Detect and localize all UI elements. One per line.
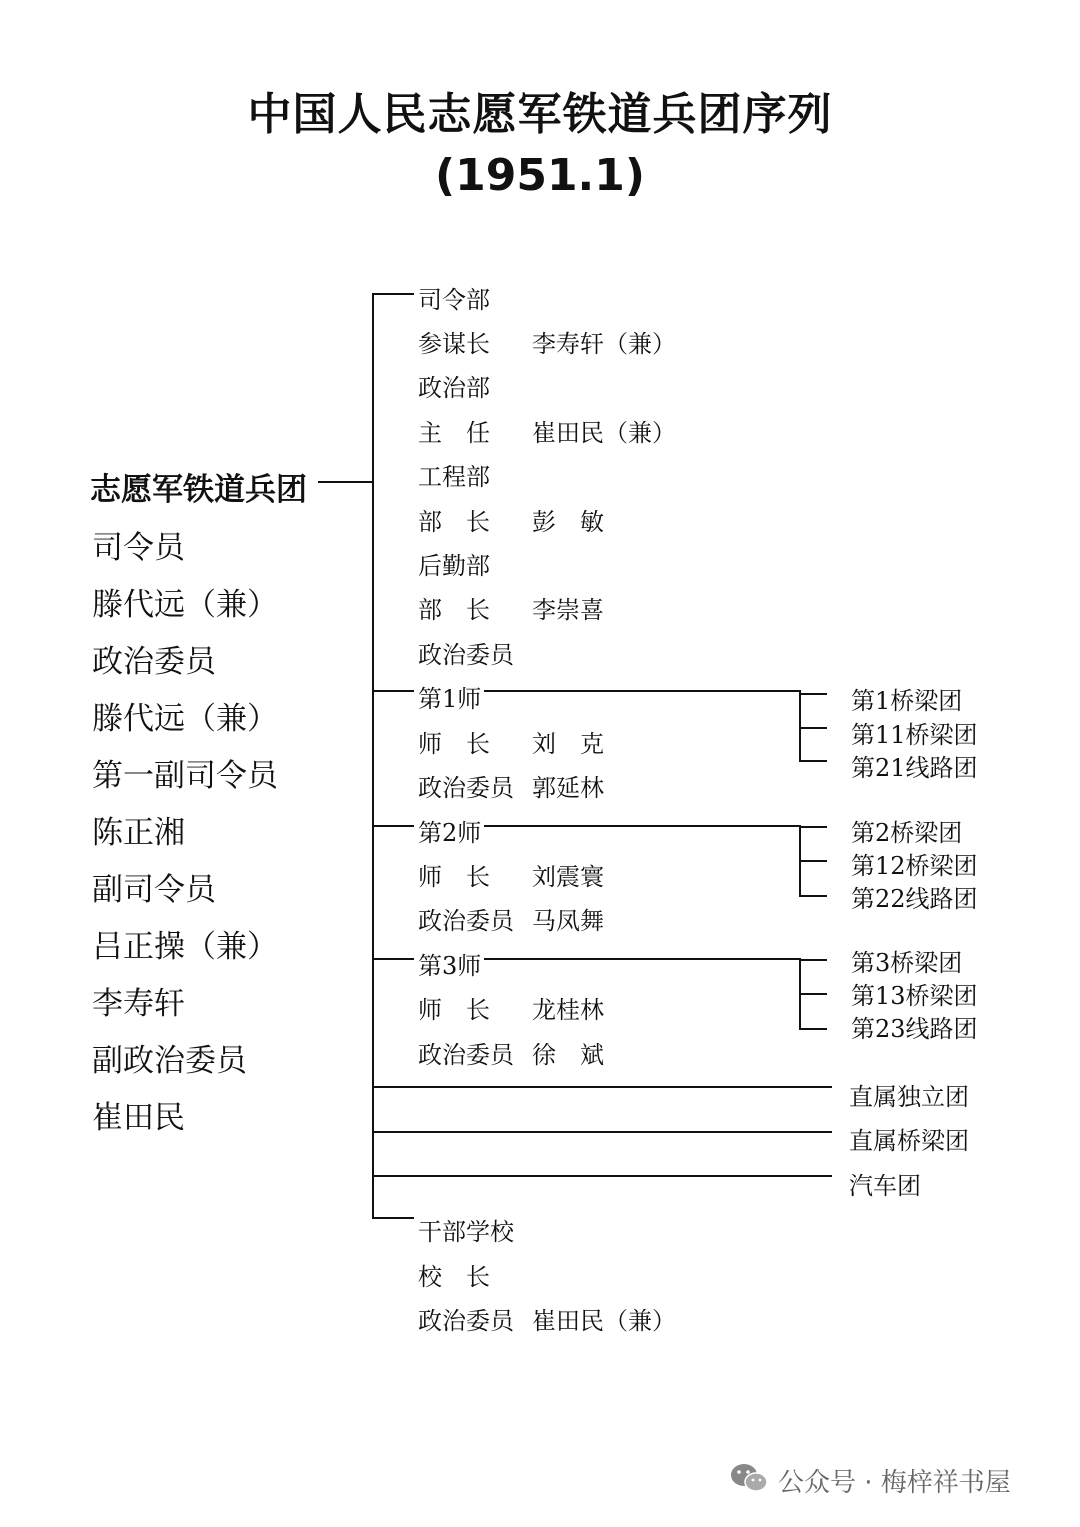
div2-reg-line <box>799 826 827 828</box>
division-pc: 郭延林 <box>532 774 604 802</box>
hq-name: 司令部 <box>418 286 490 314</box>
branch-line-div1 <box>372 690 414 692</box>
division-cmdr-title: 师 长 <box>418 730 490 758</box>
logistics-commissar-title: 政治委员 <box>418 641 514 669</box>
school-name: 干部学校 <box>418 1218 514 1246</box>
school-head-title: 校 长 <box>418 1263 490 1291</box>
political-dept-title: 主 任 <box>418 419 490 447</box>
direct-unit-line <box>372 1086 832 1088</box>
root-officer: 政治委员 <box>92 644 216 680</box>
division-cmdr: 刘震寰 <box>532 863 604 891</box>
regiment-name: 第3桥梁团 <box>851 949 963 977</box>
direct-unit-name: 汽车团 <box>849 1172 921 1200</box>
division-pc-title: 政治委员 <box>418 1041 514 1069</box>
div2-reg-line <box>799 860 827 862</box>
root-officer: 陈正湘 <box>92 815 185 851</box>
regiment-name: 第21线路团 <box>851 754 978 782</box>
root-officer: 滕代远（兼） <box>92 587 278 623</box>
div3-reg-line <box>799 1028 827 1030</box>
regiment-name: 第23线路团 <box>851 1015 978 1043</box>
branch-line-hq <box>372 293 414 295</box>
division-pc: 徐 斌 <box>532 1041 604 1069</box>
political-dept-head: 崔田民（兼） <box>532 419 676 447</box>
div1-reg-line <box>799 693 827 695</box>
regiment-name: 第2桥梁团 <box>851 819 963 847</box>
div3-connector <box>484 958 800 960</box>
division-cmdr-title: 师 长 <box>418 996 490 1024</box>
direct-unit-line <box>372 1131 832 1133</box>
division-cmdr: 刘 克 <box>532 730 604 758</box>
root-officer: 吕正操（兼） <box>92 929 278 965</box>
hq-chief-title: 参谋长 <box>418 330 490 358</box>
division-cmdr: 龙桂林 <box>532 996 604 1024</box>
school-pc-title: 政治委员 <box>418 1307 514 1335</box>
root-connector-line <box>318 481 374 483</box>
logistics-dept-name: 后勤部 <box>418 552 490 580</box>
engineering-dept-head: 彭 敏 <box>532 508 604 536</box>
root-officer: 副政治委员 <box>92 1043 247 1079</box>
division-pc-title: 政治委员 <box>418 774 514 802</box>
div1-bracket <box>799 690 801 762</box>
branch-line-school <box>372 1217 414 1219</box>
direct-unit-line <box>372 1175 832 1177</box>
div3-reg-line <box>799 993 827 995</box>
division-pc-title: 政治委员 <box>418 907 514 935</box>
regiment-name: 第11桥梁团 <box>851 721 978 749</box>
root-officer: 司令员 <box>92 530 185 566</box>
div2-connector <box>484 825 800 827</box>
div2-reg-line <box>799 895 827 897</box>
regiment-name: 第22线路团 <box>851 885 978 913</box>
div3-reg-line <box>799 959 827 961</box>
wechat-icon <box>728 1461 772 1495</box>
root-officer: 第一副司令员 <box>92 758 278 794</box>
division-pc: 马凤舞 <box>532 907 604 935</box>
div1-reg-line <box>799 727 827 729</box>
political-dept-name: 政治部 <box>418 374 490 402</box>
root-officer: 滕代远（兼） <box>92 701 278 737</box>
division-cmdr-title: 师 长 <box>418 863 490 891</box>
div1-connector <box>484 690 800 692</box>
division-name: 第2师 <box>418 819 482 847</box>
root-officer: 副司令员 <box>92 872 216 908</box>
direct-unit-name: 直属桥梁团 <box>849 1127 969 1155</box>
division-name: 第3师 <box>418 952 482 980</box>
logistics-dept-title: 部 长 <box>418 596 490 624</box>
logistics-dept-head: 李崇喜 <box>532 596 604 624</box>
division-name: 第1师 <box>418 685 482 713</box>
div1-reg-line <box>799 760 827 762</box>
regiment-name: 第13桥梁团 <box>851 982 978 1010</box>
chart-title: 中国人民志愿军铁道兵团序列 <box>247 89 833 140</box>
branch-line-div2 <box>372 825 414 827</box>
engineering-dept-name: 工程部 <box>418 463 490 491</box>
direct-unit-name: 直属独立团 <box>849 1083 969 1111</box>
branch-line-div3 <box>372 958 414 960</box>
school-pc: 崔田民（兼） <box>532 1307 676 1335</box>
root-officer: 李寿轩 <box>92 986 185 1022</box>
watermark-text: 公众号 · 梅梓祥书屋 <box>778 1468 1011 1498</box>
root-officer: 崔田民 <box>92 1100 185 1136</box>
chart-subtitle: (1951.1) <box>434 150 645 201</box>
engineering-dept-title: 部 长 <box>418 508 490 536</box>
hq-chief-name: 李寿轩（兼） <box>532 330 676 358</box>
regiment-name: 第12桥梁团 <box>851 852 978 880</box>
main-trunk-line <box>372 293 374 1218</box>
regiment-name: 第1桥梁团 <box>851 687 963 715</box>
root-unit-name: 志愿军铁道兵团 <box>90 472 307 508</box>
